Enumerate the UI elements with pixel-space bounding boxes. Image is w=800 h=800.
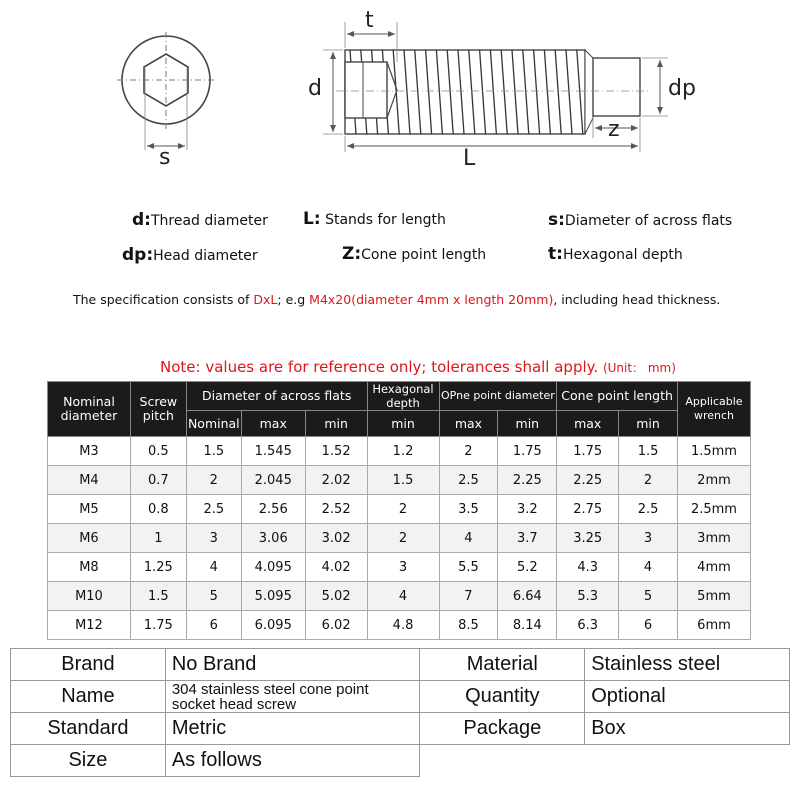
- info-row: [11, 649, 790, 681]
- table-row: [48, 495, 751, 524]
- info-key-standard: Standard: [11, 713, 166, 745]
- table-cell: 4.8: [367, 611, 439, 640]
- subheader-cell: min: [367, 411, 439, 437]
- subheader-cell: max: [557, 411, 619, 437]
- info-value-quantity: Optional: [585, 681, 790, 713]
- table-cell: 4.02: [305, 553, 367, 582]
- table-row: [48, 466, 751, 495]
- table-cell: M3: [48, 437, 131, 466]
- info-value-brand: No Brand: [165, 649, 420, 681]
- table-cell: 4: [367, 582, 439, 611]
- table-cell: 3.25: [557, 524, 619, 553]
- subheader-cell: min: [619, 411, 678, 437]
- table-row: [48, 437, 751, 466]
- table-cell: M12: [48, 611, 131, 640]
- table-cell: 3.2: [498, 495, 557, 524]
- info-key-quantity: Quantity: [420, 681, 585, 713]
- dim-label-s: s: [159, 145, 171, 170]
- table-cell: 6.095: [241, 611, 305, 640]
- table-cell: 5.02: [305, 582, 367, 611]
- table-cell: 3: [619, 524, 678, 553]
- table-cell: 1.545: [241, 437, 305, 466]
- table-cell: 4mm: [677, 553, 750, 582]
- table-row: [48, 524, 751, 553]
- table-cell: 1.75: [557, 437, 619, 466]
- table-cell: 4.3: [557, 553, 619, 582]
- table-cell: 2: [186, 466, 241, 495]
- info-key-brand: Brand: [11, 649, 166, 681]
- end-view: [117, 32, 215, 150]
- info-value-standard: Metric: [165, 713, 420, 745]
- info-key-material: Material: [420, 649, 585, 681]
- table-cell: 1.5: [186, 437, 241, 466]
- table-cell: 2: [439, 437, 498, 466]
- dim-label-dp: dp: [668, 76, 696, 101]
- table-cell: 5.095: [241, 582, 305, 611]
- table-cell: 1: [130, 524, 186, 553]
- subheader-cell: Nominal: [186, 411, 241, 437]
- table-row: [48, 582, 751, 611]
- table-cell: 1.5: [619, 437, 678, 466]
- table-cell: 2.5: [439, 466, 498, 495]
- table-cell: 2.75: [557, 495, 619, 524]
- table-cell: 0.7: [130, 466, 186, 495]
- specification-table: [47, 381, 751, 640]
- info-value-size: As follows: [165, 745, 420, 777]
- table-cell: 2.56: [241, 495, 305, 524]
- subheader-cell: min: [305, 411, 367, 437]
- table-cell: 3.5: [439, 495, 498, 524]
- table-cell: 3mm: [677, 524, 750, 553]
- tolerance-note: Note: values are for reference only; tolerances shall apply. (Unit： mm): [160, 358, 676, 376]
- header-hexagonal-depth: Hexagonal depth: [367, 382, 439, 411]
- table-cell: 3.02: [305, 524, 367, 553]
- table-cell: 6: [619, 611, 678, 640]
- table-cell: 6.64: [498, 582, 557, 611]
- table-row: [48, 553, 751, 582]
- table-cell: 1.5mm: [677, 437, 750, 466]
- legend-item-t: t:Hexagonal depth: [548, 244, 683, 264]
- table-cell: 4: [619, 553, 678, 582]
- dim-label-t: t: [365, 8, 374, 33]
- header-point-diameter: OPne point diameter: [439, 382, 557, 411]
- dim-label-d: d: [308, 76, 322, 101]
- table-cell: 3.7: [498, 524, 557, 553]
- table-cell: 2.5: [186, 495, 241, 524]
- table-cell: 0.5: [130, 437, 186, 466]
- info-empty-cell: [420, 745, 585, 777]
- header-cone-length: Cone point length: [557, 382, 678, 411]
- legend-item-Z: Z:Cone point length: [342, 244, 487, 264]
- subheader-cell: max: [241, 411, 305, 437]
- table-cell: M5: [48, 495, 131, 524]
- table-cell: 1.75: [498, 437, 557, 466]
- table-cell: M10: [48, 582, 131, 611]
- info-row: [11, 745, 790, 777]
- table-cell: 6.3: [557, 611, 619, 640]
- table-cell: 0.8: [130, 495, 186, 524]
- table-cell: M4: [48, 466, 131, 495]
- table-cell: 2.5mm: [677, 495, 750, 524]
- dim-label-z: z: [608, 117, 620, 142]
- table-cell: 2mm: [677, 466, 750, 495]
- table-cell: M6: [48, 524, 131, 553]
- table-cell: 2: [619, 466, 678, 495]
- table-cell: 4: [439, 524, 498, 553]
- table-cell: 8.14: [498, 611, 557, 640]
- info-key-package: Package: [420, 713, 585, 745]
- table-cell: 5.5: [439, 553, 498, 582]
- header-across-flats: Diameter of across flats: [186, 382, 367, 411]
- legend-item-dp: dp:Head diameter: [122, 245, 258, 265]
- cone-point-shape: [593, 58, 640, 116]
- subheader-cell: max: [439, 411, 498, 437]
- table-cell: 5mm: [677, 582, 750, 611]
- legend-item-L: L: Stands for length: [303, 209, 446, 229]
- subheader-cell: min: [498, 411, 557, 437]
- table-cell: 1.2: [367, 437, 439, 466]
- table-cell: 5.3: [557, 582, 619, 611]
- table-cell: 2: [367, 495, 439, 524]
- table-cell: 2.25: [557, 466, 619, 495]
- table-cell: 4.095: [241, 553, 305, 582]
- table-cell: 3: [186, 524, 241, 553]
- table-cell: 3: [367, 553, 439, 582]
- table-cell: 2.52: [305, 495, 367, 524]
- table-cell: M8: [48, 553, 131, 582]
- table-cell: 5: [619, 582, 678, 611]
- table-cell: 2: [367, 524, 439, 553]
- table-cell: 2.02: [305, 466, 367, 495]
- header-applicable-wrench: Applicable wrench: [677, 382, 750, 437]
- table-cell: 5: [186, 582, 241, 611]
- info-value-package: Box: [585, 713, 790, 745]
- legend-item-s: s:Diameter of across flats: [548, 210, 733, 230]
- info-row: [11, 713, 790, 745]
- table-cell: 4: [186, 553, 241, 582]
- table-cell: 6: [186, 611, 241, 640]
- info-value-material: Stainless steel: [585, 649, 790, 681]
- table-cell: 1.25: [130, 553, 186, 582]
- table-cell: 3.06: [241, 524, 305, 553]
- header-screw-pitch: Screw pitch: [130, 382, 186, 437]
- header-nominal-diameter: Nominal diameter: [48, 382, 131, 437]
- table-cell: 1.75: [130, 611, 186, 640]
- info-row: [11, 681, 790, 713]
- table-cell: 2.045: [241, 466, 305, 495]
- legend-item-d: d:Thread diameter: [132, 210, 268, 230]
- table-cell: 1.5: [367, 466, 439, 495]
- table-cell: 2.25: [498, 466, 557, 495]
- table-row: [48, 611, 751, 640]
- info-empty-cell: [585, 745, 790, 777]
- table-cell: 5.2: [498, 553, 557, 582]
- table-cell: 7: [439, 582, 498, 611]
- table-cell: 2.5: [619, 495, 678, 524]
- table-cell: 1.52: [305, 437, 367, 466]
- dim-label-L: L: [463, 146, 476, 171]
- table-cell: 6mm: [677, 611, 750, 640]
- info-value-name: 304 stainless steel cone point socket head screw: [165, 681, 420, 713]
- product-info-table: [10, 648, 790, 777]
- table-cell: 6.02: [305, 611, 367, 640]
- table-cell: 8.5: [439, 611, 498, 640]
- table-cell: 1.5: [130, 582, 186, 611]
- specification-line: The specification consists of DxL; e.g M4x20(diameter 4mm x length 20mm), including head thickness.: [73, 292, 721, 307]
- info-key-name: Name: [11, 681, 166, 713]
- info-key-size: Size: [11, 745, 166, 777]
